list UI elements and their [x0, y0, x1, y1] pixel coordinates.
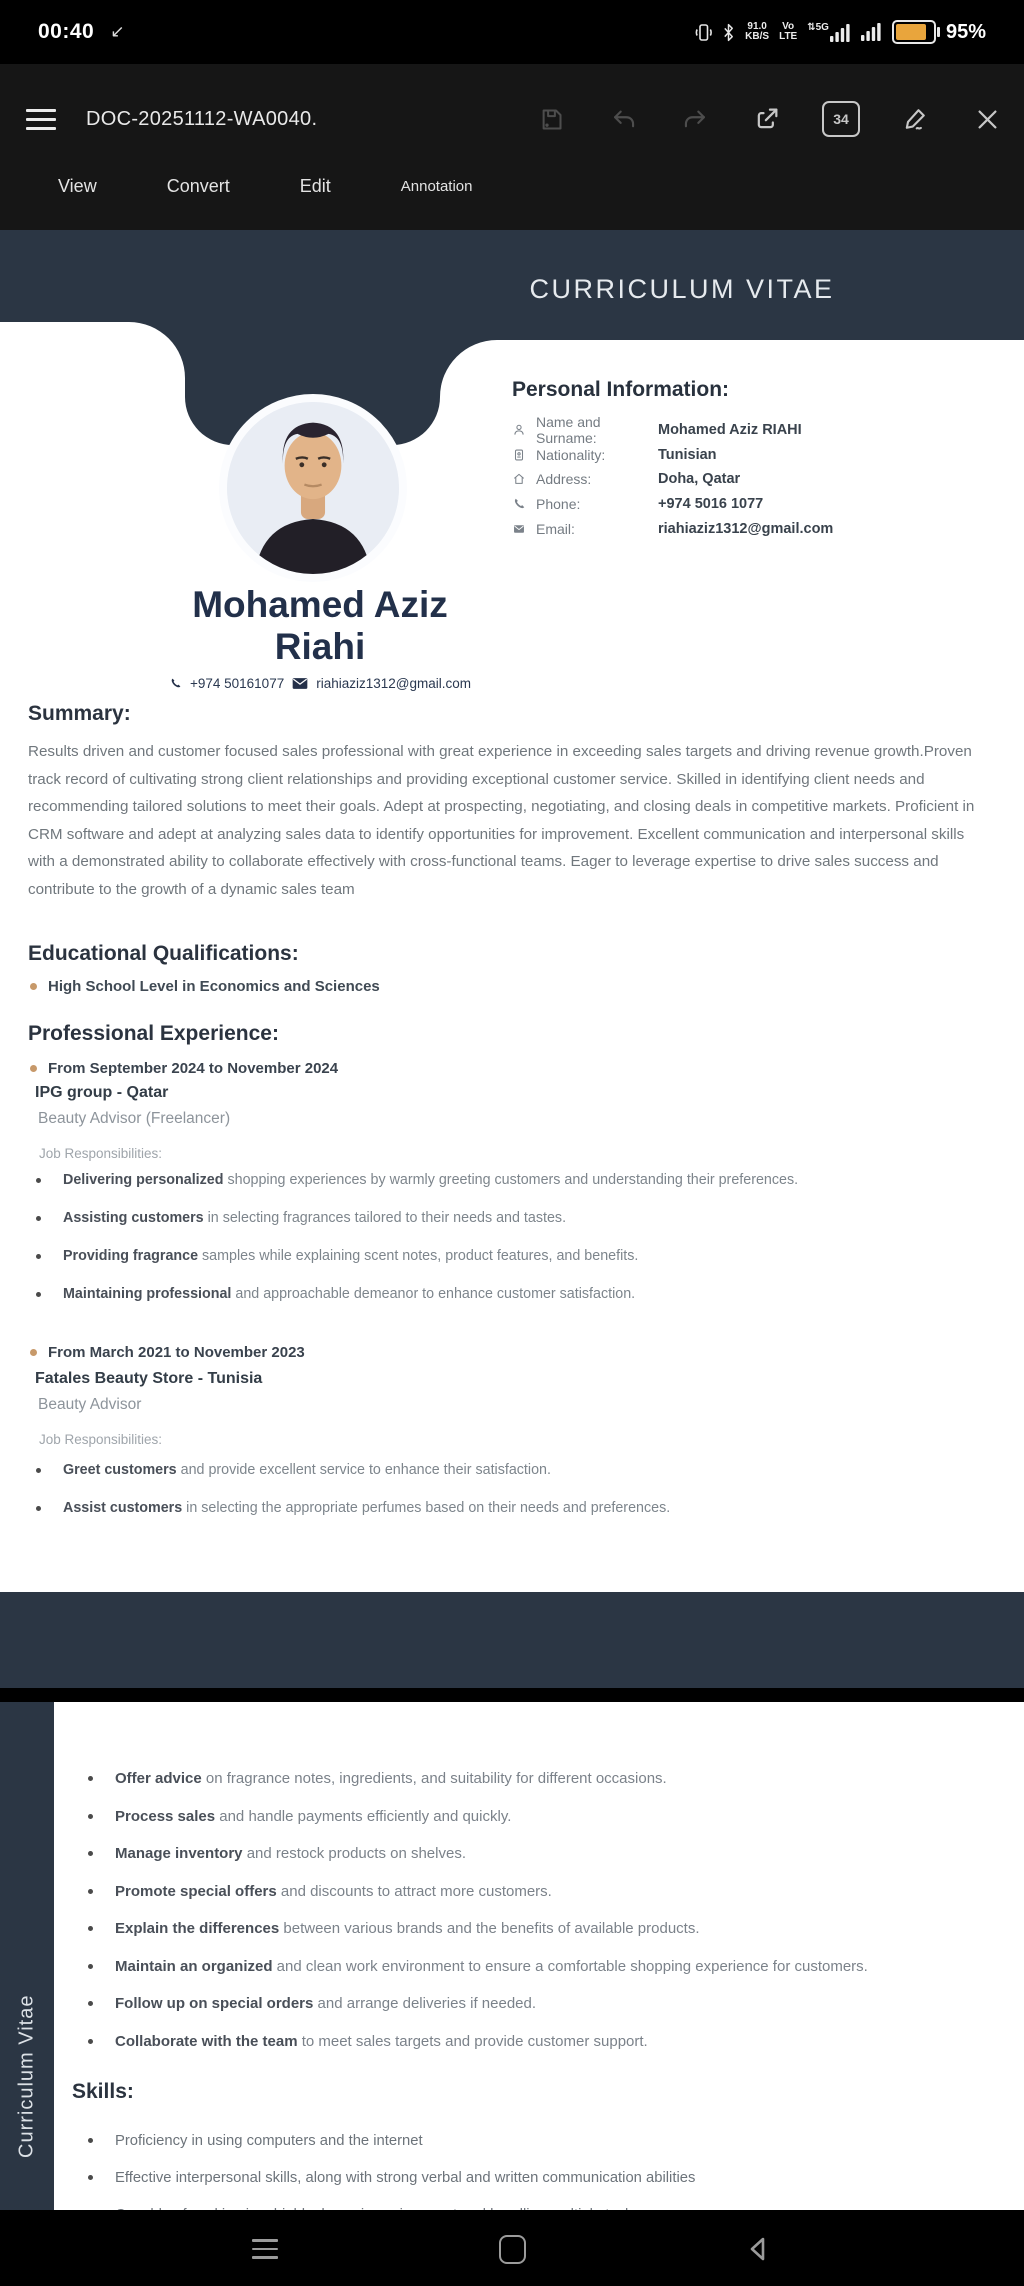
cv-title: CURRICULUM VITAE: [529, 274, 835, 304]
vibrate-icon: [695, 22, 712, 43]
document-title: DOC-20251112-WA0040.: [86, 107, 318, 130]
bullet-dot: [30, 983, 37, 990]
bullet-dot: [88, 1964, 93, 1969]
list-item: Assisting customers in selecting fragrances tailored to their needs and tastes.: [36, 1210, 996, 1227]
person-icon: [512, 423, 529, 437]
info-row-nationality: Nationality: Tunisian: [512, 443, 982, 468]
summary-text: Results driven and customer focused sales professional with great experience in exceeding sales targets and driving revenue growth.Proven track record of cultivating strong client relationships and providing exceptional customer service. Skilled in identifying client needs and recommending tailored solutions to meet their goals. Adept at prospecting, negotiating, and closing deals in competitive markets. Proficient in CRM software and adept at analyzing sales data to identify opportunities for improvement. Excellent communication and interpersonal skills with a demonstrated ability to collaborate effectively with cross-functional teams. Eager to leverage expertise to drive sales success and contribute to the growth of a dynamic sales team: [28, 743, 975, 898]
summary-heading: Summary:: [28, 702, 131, 725]
candidate-name-line2: Riahi: [274, 626, 366, 667]
bullet-dot: [88, 2138, 93, 2143]
signal-bars-sim1: [807, 22, 851, 42]
save-button[interactable]: [534, 102, 568, 136]
job2-responsibilities-label: Job Responsibilities:: [39, 1432, 163, 1447]
bullet-dot: [36, 1216, 41, 1221]
clock: 00:40: [38, 20, 95, 43]
job2-period: From March 2021 to November 2023: [30, 1344, 305, 1361]
document-page-2[interactable]: [0, 1702, 1024, 2286]
education-item: High School Level in Economics and Sciences: [30, 978, 380, 995]
info-row-email: Email: riahiaziz1312@gmail.com: [512, 516, 982, 541]
bullet-dot: [36, 1468, 41, 1473]
bullet-dot: [36, 1178, 41, 1183]
contact-phone: +974 50161077: [189, 676, 285, 691]
list-item: Promote special offers and discounts to attract more customers.: [88, 1883, 1013, 1900]
list-item: Proficiency in using computers and the internet: [88, 2132, 988, 2151]
list-item: Maintaining professional and approachable demeanor to enhance customer satisfaction.: [36, 1286, 996, 1303]
contact-email: riahiaziz1312@gmail.com: [316, 676, 471, 691]
tab-annotation[interactable]: Annotation: [400, 177, 473, 195]
page-count-indicator[interactable]: 34: [822, 101, 860, 137]
list-item: Manage inventory and restock products on shelves.: [88, 1845, 1013, 1862]
share-button[interactable]: [750, 102, 784, 136]
personal-info-section: [512, 378, 982, 541]
list-item: Collaborate with the team to meet sales targets and provide customer support.: [88, 2033, 1013, 2050]
battery-percent: 95%: [945, 20, 986, 43]
bullet-dot: [88, 1851, 93, 1856]
info-row-name: Name and Surname: Mohamed Aziz RIAHI: [512, 418, 982, 443]
tab-edit[interactable]: Edit: [299, 175, 331, 196]
app-title-bar: [0, 64, 1024, 160]
bullet-dot: [88, 2175, 93, 2180]
status-bar: [0, 0, 1024, 64]
job1-company: IPG group - Qatar: [35, 1084, 169, 1101]
phone-icon: [169, 677, 182, 690]
list-item: Offer advice on fragrance notes, ingredients, and suitability for different occasions.: [88, 1770, 1013, 1787]
bullet-dot: [36, 1506, 41, 1511]
back-button[interactable]: [741, 2234, 775, 2264]
phone-icon: [512, 497, 529, 511]
list-item: Providing fragrance samples while explaining scent notes, product features, and benefits.: [36, 1248, 996, 1265]
job2-bullet-list: [36, 1462, 996, 1538]
id-card-icon: [512, 448, 529, 462]
bullet-dot: [88, 2039, 93, 2044]
personal-info-heading: Personal Information:: [512, 378, 730, 401]
network-speed: 91.0 KB/S: [745, 21, 770, 42]
job1-bullet-list: [36, 1172, 996, 1324]
house-icon: [512, 472, 529, 486]
info-row-address: Address: Doha, Qatar: [512, 467, 982, 492]
sidebar-vertical-title: Curriculum Vitae: [15, 1994, 38, 2158]
bullet-dot: [88, 2001, 93, 2006]
skills-heading: Skills:: [72, 2080, 134, 2103]
bullet-dot: [36, 1292, 41, 1297]
document-page-1[interactable]: [0, 230, 1024, 1688]
android-nav-bar: [0, 2210, 1024, 2286]
toolbar-actions: [534, 101, 1004, 137]
name-block: [105, 584, 535, 691]
job1-period: From September 2024 to November 2024: [30, 1060, 338, 1077]
home-button[interactable]: [495, 2234, 529, 2264]
list-item: Process sales and handle payments efficiently and quickly.: [88, 1808, 1013, 1825]
tab-convert[interactable]: Convert: [166, 175, 230, 196]
menu-tabs: [0, 160, 1024, 212]
network-type-label: ⇅5G: [807, 22, 829, 33]
list-item: Explain the differences between various brands and the benefits of available products.: [88, 1920, 1013, 1937]
undo-button[interactable]: [606, 102, 640, 136]
envelope-icon: [512, 522, 529, 536]
status-icons: [695, 20, 986, 44]
job1-role: Beauty Advisor (Freelancer): [38, 1110, 231, 1127]
tab-view[interactable]: View: [58, 175, 97, 196]
edit-pen-button[interactable]: [898, 102, 932, 136]
list-item: Maintain an organized and clean work environment to ensure a comfortable shopping experience for customers.: [88, 1958, 1013, 1975]
bullet-dot: [30, 1065, 37, 1072]
close-button[interactable]: [970, 102, 1004, 136]
list-item: Assist customers in selecting the appropriate perfumes based on their needs and preferences.: [36, 1500, 996, 1517]
list-item: Follow up on special orders and arrange deliveries if needed.: [88, 1995, 1013, 2012]
menu-hamburger-button[interactable]: [26, 109, 56, 130]
bullet-dot: [88, 1776, 93, 1781]
profile-photo: [219, 394, 407, 582]
bullet-dot: [88, 1926, 93, 1931]
job2-company: Fatales Beauty Store - Tunisia: [35, 1370, 263, 1387]
list-item: Delivering personalized shopping experiences by warmly greeting customers and understanding their preferences.: [36, 1172, 996, 1189]
bullet-dot: [88, 1814, 93, 1819]
envelope-icon: [292, 677, 308, 690]
battery-fill: [896, 24, 926, 40]
signal-bars-sim2: [861, 23, 882, 41]
bullet-dot: [36, 1254, 41, 1259]
bluetooth-icon: [722, 22, 735, 43]
personal-info-rows: [512, 414, 982, 541]
page1-footer-band: [0, 1592, 1024, 1688]
app-chrome: [0, 64, 1024, 230]
bullet-dot: [88, 1889, 93, 1894]
contact-line: [105, 676, 535, 691]
portrait-illustration: [227, 402, 399, 574]
job1-responsibilities-label: Job Responsibilities:: [39, 1146, 163, 1161]
experience-heading: Professional Experience:: [28, 1022, 279, 1045]
list-item: Greet customers and provide excellent service to enhance their satisfaction.: [36, 1462, 996, 1479]
data-activity-icon: ↙: [110, 22, 125, 41]
job2-role: Beauty Advisor: [38, 1396, 142, 1413]
candidate-name-line1: Mohamed Aziz: [192, 584, 448, 625]
education-heading: Educational Qualifications:: [28, 942, 299, 965]
battery-icon: [892, 20, 936, 44]
redo-button[interactable]: [678, 102, 712, 136]
page2-bullet-list: [88, 1770, 1013, 2070]
bullet-dot: [30, 1349, 37, 1356]
recents-button[interactable]: [248, 2234, 282, 2264]
volte-icon: Vo LTE: [779, 21, 798, 42]
info-row-phone: Phone: +974 5016 1077: [512, 492, 982, 517]
list-item: Effective interpersonal skills, along with strong verbal and written communication abilities: [88, 2169, 988, 2188]
battery-nub: [937, 27, 940, 37]
